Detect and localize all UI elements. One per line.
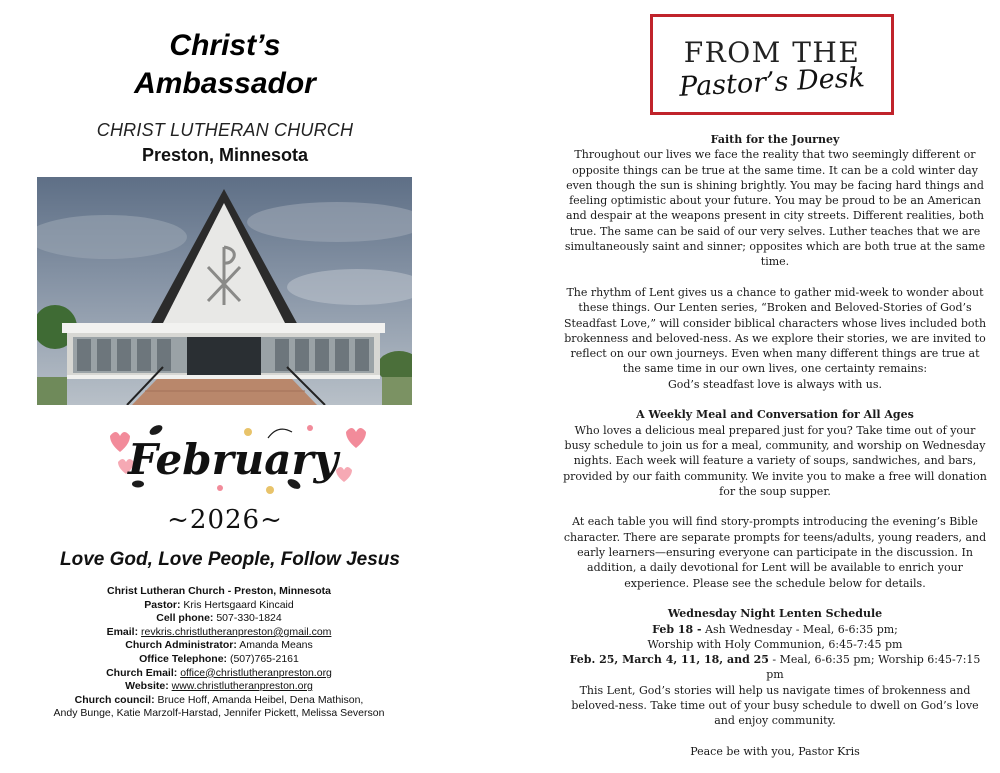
banner-bottom-text: Pastor’s Desk: [678, 62, 866, 103]
paragraph-5: This Lent, God’s stories will help us navigate times of brokenness and beloved-ness. Take time out of your busy schedule to dwell on God’s love and enjoy community.: [571, 683, 979, 728]
paragraph-1: Throughout our lives we face the reality that two seemingly different or opposite things can be true at the same time. It can be a cold winter day even though the sun is shining brightly. You may be facing hard things and feeling optimistic about your future. You may be proud to be an American and despair at the weapons present in city streets. Different realities, both true. The same can be said of our very selves. Luther teaches that we are simultaneously saint and sinner; opposites which are both true at the same time.: [564, 148, 986, 269]
closing-signature: Peace be with you, Pastor Kris: [690, 744, 860, 758]
cell-label: Cell phone:: [156, 612, 214, 625]
schedule-date-2: Feb. 25, March 4, 11, 18, and 25: [569, 653, 769, 667]
council-label: Church council:: [74, 693, 155, 706]
schedule-date-1: Feb 18 -: [652, 622, 702, 636]
front-cover: [0, 0, 450, 773]
pastor-article: [560, 132, 990, 759]
schedule-line-1: [560, 622, 990, 637]
paragraph-2-end: God’s steadfast love is always with us.: [667, 377, 883, 391]
paragraph-2: The rhythm of Lent gives us a chance to gather mid-week to wonder about these things. Our Lenten series, “Broken and Beloved-Stories of God’s Steadfast Love,” will consider biblical characters whose lives included both brokenness and beloved-ness. As we explore their stories, we are invited to reflect on our own journeys. Even when many different things are true at the same time in our own lives, one certainty remains:: [563, 285, 987, 376]
newsletter-title-line1: Christ’s: [169, 29, 281, 62]
church-location: Preston, Minnesota: [141, 145, 309, 165]
contact-block: [0, 585, 438, 721]
schedule-text-1: Ash Wednesday - Meal, 6-6:35 pm;: [701, 622, 898, 636]
heading-lenten-schedule: Wednesday Night Lenten Schedule: [667, 607, 883, 621]
contact-header: Christ Lutheran Church - Preston, Minnesota: [106, 585, 332, 597]
website-link[interactable]: www.christlutheranpreston.org: [171, 680, 313, 693]
heading-faith-journey: Faith for the Journey: [710, 133, 840, 146]
heart-icon: [346, 428, 366, 448]
schedule-line-1b: Worship with Holy Communion, 6:45-7:45 pm: [647, 637, 903, 651]
paragraph-3: Who loves a delicious meal prepared just for you? Take time out of your busy schedule to join us for a meal, community, and worship on Wednesday nights. Each week will feature a variety of soups, sandwiches, and bars, provided by our faith community. We invite you to make a free will donation for the soup supper.: [563, 423, 987, 498]
month-text: February: [127, 435, 339, 484]
pastors-desk-banner: [650, 14, 894, 115]
church-name: CHRIST LUTHERAN CHURCH: [96, 120, 354, 140]
admin-label: Church Administrator:: [125, 639, 237, 652]
heading-weekly-meal: A Weekly Meal and Conversation for All Ages: [636, 408, 914, 422]
church-photo: [37, 177, 412, 405]
council-line2: Andy Bunge, Katie Marzolf-Harstad, Jennifer Pickett, Melissa Severson: [53, 707, 385, 720]
council-line1: Bruce Hoff, Amanda Heibel, Dena Mathison,: [157, 693, 364, 706]
pastor-email-link[interactable]: revkris.christlutheranpreston@gmail.com: [141, 625, 332, 638]
newsletter-title-line2: Ambassador: [134, 67, 316, 100]
schedule-line-2: [560, 652, 990, 683]
pastor-label: Pastor:: [144, 598, 181, 611]
office-tel-label: Office Telephone:: [139, 652, 228, 665]
paragraph-4: At each table you will find story-prompts introducing the evening’s Bible character. There are separate prompts for teens/adults, young readers, and early learners—ensuring everyone can participate in the discussion. In addition, a daily devotional for Lent will be available to enrich your experience. Please see the schedule below for details.: [563, 515, 987, 590]
church-email-link[interactable]: office@christlutheranpreston.org: [180, 666, 332, 679]
website-label: Website:: [125, 680, 169, 693]
february-lettering: [98, 418, 368, 500]
office-telephone: (507)765-2161: [229, 652, 299, 665]
banner-top-text: FROM THE: [683, 36, 861, 69]
admin-name: Amanda Means: [239, 639, 313, 652]
issue-year: ~2026~: [167, 505, 283, 535]
church-motto: Love God, Love People, Follow Jesus: [60, 549, 400, 570]
email-label: Email:: [106, 625, 139, 638]
cell-phone: 507-330-1824: [216, 612, 282, 625]
schedule-text-2: - Meal, 6-6:35 pm; Worship 6:45-7:15 pm: [766, 653, 981, 682]
pastor-name: Kris Hertsgaard Kincaid: [183, 598, 294, 611]
heart-icon: [336, 467, 352, 482]
church-email-label: Church Email:: [106, 666, 178, 679]
